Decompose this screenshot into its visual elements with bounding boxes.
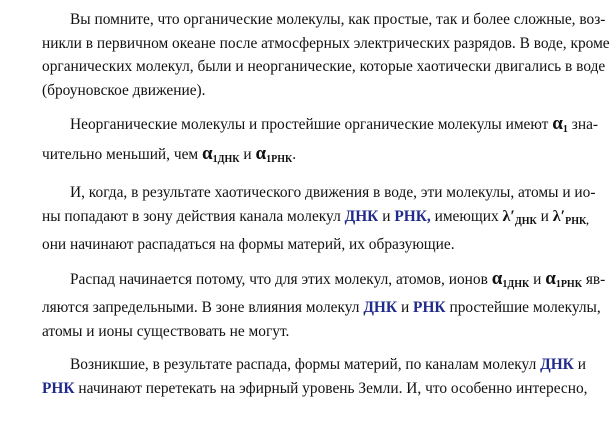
p2-text-c: чительно меньший, чем	[42, 145, 199, 163]
p1-line-2: никли в первичном океане после атмосферных электрических разрядов. В воде, кроме	[42, 34, 610, 52]
p5-text-b: начинают перетекать на эфирный уровень Земли. И, что особенно интересно,	[78, 379, 588, 397]
p4-line-1	[42, 267, 606, 297]
dnk-term-2: ДНК	[363, 299, 398, 316]
alpha-symbol: α	[552, 113, 563, 134]
p3-text-a: ны попадают в зону действия канала молекул	[42, 207, 341, 225]
p3-and-2: и	[540, 207, 549, 225]
lambda-dnk-subscript: ДНК	[514, 215, 537, 227]
p4-text-a: Распад начинается потому, что для этих молекул, атомов, ионов	[70, 270, 488, 288]
alpha-subscript-1: 1	[562, 124, 568, 135]
p5-line-1	[42, 353, 586, 377]
alpha-dnk-symbol: α	[202, 142, 213, 164]
p3-line-1: И, когда, в результате хаотического движения в воде, эти молекулы, атомы и ио-	[70, 184, 596, 201]
alpha-rnk-subscript-2: 1РНК	[555, 278, 582, 290]
paragraph-5	[42, 353, 588, 400]
lambda-rnk-subscript: РНК,	[565, 215, 589, 227]
lambda-dnk-symbol: λ′	[502, 207, 515, 225]
p2-text-a: Неорганические молекулы и простейшие органические молекулы имеют	[70, 116, 549, 133]
alpha-dnk-subscript-2: 1ДНК	[502, 278, 530, 290]
lambda-rnk-symbol: λ′	[552, 207, 566, 225]
p4-line-3: атомы и ионы существовать не могут.	[42, 322, 290, 340]
p5-and: и	[577, 356, 586, 373]
p2-and: и	[243, 145, 252, 163]
p5-line-2	[42, 377, 588, 401]
paragraph-4	[42, 267, 606, 344]
paragraph-2	[42, 112, 599, 171]
alpha-rnk-symbol: α	[255, 142, 267, 164]
p4-text-d: простейшие молекулы,	[449, 299, 601, 316]
p3-text-b: имеющих	[434, 207, 499, 225]
p1-line-4: (броуновское движение).	[42, 81, 206, 99]
p2-line-2	[42, 142, 558, 172]
p3-line-3: они начинают распадаться на формы материй, их образующие.	[42, 236, 455, 253]
rnk-term-2: РНК	[413, 299, 446, 316]
paragraph-3	[42, 181, 596, 257]
p4-line-2	[42, 296, 601, 320]
alpha-dnk-subscript: 1ДНК	[212, 153, 240, 165]
p4-and: и	[533, 270, 542, 288]
p5-text-a: Возникшие, в результате распада, формы материй, по каналам молекул	[70, 356, 537, 373]
p4-and-2: и	[400, 299, 410, 316]
rnk-term-3: РНК	[42, 379, 75, 397]
p3-and: и	[382, 207, 391, 225]
p2-dot: .	[292, 145, 297, 163]
p4-text-c: ляются запредельными. В зоне влияния молекул	[42, 299, 360, 316]
p1-line-1: Вы помните, что органические молекулы, как простые, так и более сложные, воз-	[70, 11, 606, 28]
alpha-rnk-symbol-2: α	[545, 267, 556, 289]
alpha-rnk-subscript: 1РНК	[266, 153, 293, 165]
document-page	[42, 8, 610, 410]
dnk-term: ДНК	[344, 207, 379, 225]
rnk-term: РНК,	[394, 207, 431, 225]
p2-text-b: зна-	[571, 116, 599, 133]
p2-line-1	[42, 112, 599, 142]
p1-line-3: органических молекул, были и неорганические, которые хаотически двигались в воде	[42, 58, 606, 75]
p4-text-b: яв-	[585, 270, 606, 288]
dnk-term-3: ДНК	[540, 356, 574, 373]
p3-line-2	[42, 205, 589, 234]
alpha-dnk-symbol-2: α	[491, 267, 503, 289]
paragraph-1	[42, 8, 610, 102]
